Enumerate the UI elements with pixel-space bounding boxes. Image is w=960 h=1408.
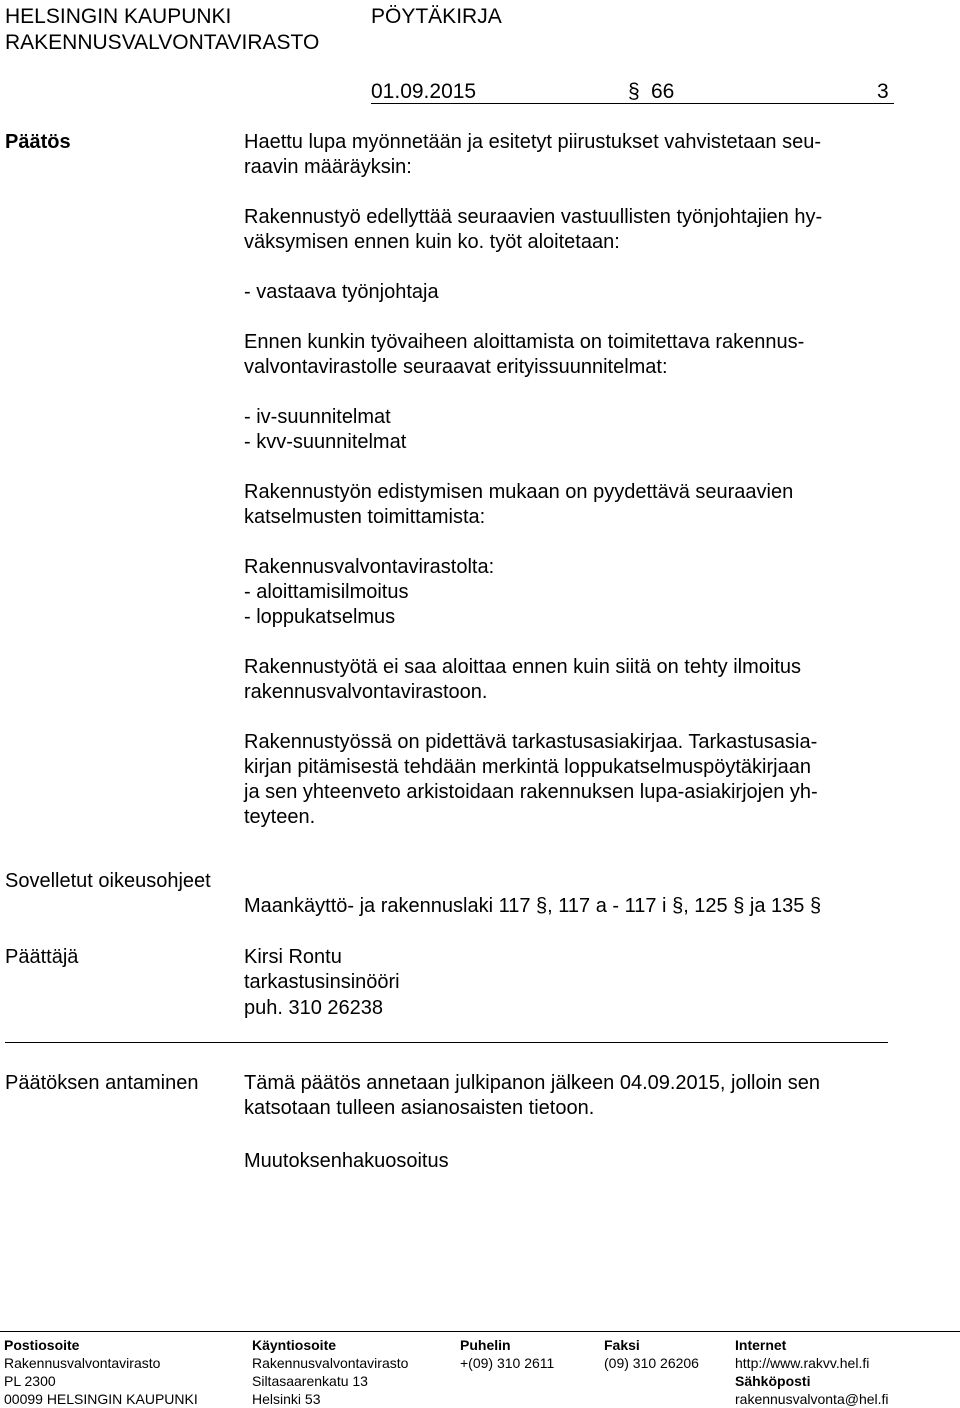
publication-line-1: Tämä päätös annetaan julkipanon jälkeen 04.09.2015, jolloin sen: [244, 1072, 820, 1094]
decision-line: Ennen kunkin työvaiheen aloittamista on toimitettava rakennus-: [244, 331, 805, 353]
footer-internet: [735, 1336, 889, 1408]
decision-line: katselmusten toimittamista:: [244, 506, 486, 528]
decision-line: [244, 455, 894, 480]
decision-line: - kvv-suunnitelmat: [244, 431, 407, 453]
footer-visiting-line: Rakennusvalvontavirasto: [252, 1355, 409, 1371]
footer-fax: [604, 1336, 699, 1372]
footer-postal-line: Rakennusvalvontavirasto: [4, 1355, 161, 1371]
footer-divider: [0, 1331, 960, 1332]
meeting-date: 01.09.2015: [371, 80, 477, 103]
footer-visiting-line: Helsinki 53: [252, 1391, 321, 1407]
footer-visiting-heading: Käyntiosoite: [252, 1337, 337, 1353]
footer-postal-line: PL 2300: [4, 1373, 56, 1389]
decision-line: [244, 630, 894, 655]
section-sign-icon: §: [733, 895, 745, 917]
decision-line: Rakennustyö edellyttää seuraavien vastuullisten työnjohtajien hy-: [244, 206, 823, 228]
decision-line: [244, 305, 894, 330]
decision-line: [244, 180, 894, 205]
decision-line: valvontavirastolle seuraavat erityissuunnitelmat:: [244, 356, 668, 378]
footer-phone-heading: Puhelin: [460, 1337, 511, 1353]
org-name: HELSINGIN KAUPUNKI: [5, 5, 232, 28]
footer-fax-heading: Faksi: [604, 1337, 640, 1353]
footer-postal-line: 00099 HELSINGIN KAUPUNKI: [4, 1391, 198, 1407]
decision-label: Päätös: [5, 131, 71, 153]
decider-name: Kirsi Rontu: [244, 946, 342, 968]
decision-line: - iv-suunnitelmat: [244, 406, 391, 428]
header-underline: [371, 103, 894, 104]
section-sign-icon: §: [536, 895, 548, 917]
document-type: PÖYTÄKIRJA: [371, 5, 502, 28]
page-number: 3: [877, 80, 889, 103]
footer: [0, 1336, 960, 1407]
decision-line: väksymisen ennen kuin ko. työt aloitetaan:: [244, 231, 620, 253]
footer-fax-number: (09) 310 26206: [604, 1355, 699, 1371]
footer-internet-heading: Internet: [735, 1337, 787, 1353]
section-divider: [5, 1042, 888, 1043]
decision-line: [244, 705, 894, 730]
decision-line: Rakennustyötä ei saa aloittaa ennen kuin siitä on tehty ilmoitus: [244, 656, 802, 678]
publication-label: Päätöksen antaminen: [5, 1072, 199, 1094]
footer-phone-number: +(09) 310 2611: [460, 1355, 555, 1371]
decision-line: Rakennusvalvontavirastolta:: [244, 556, 495, 578]
department-name: RAKENNUSVALVONTAVIRASTO: [5, 31, 320, 54]
decision-line: Rakennustyössä on pidettävä tarkastusasiakirjaa. Tarkastusasia-: [244, 731, 818, 753]
decision-line: kirjan pitämisestä tehdään merkintä loppukatselmuspöytäkirjaan: [244, 756, 811, 778]
footer-phone: [460, 1336, 554, 1372]
publication-line-2: katsotaan tulleen asianosaisten tietoon.: [244, 1097, 595, 1119]
footer-email-heading: Sähköposti: [735, 1373, 811, 1389]
footer-postal-heading: Postiosoite: [4, 1337, 80, 1353]
legal-part-4: ja 135: [744, 895, 805, 917]
section-sign-icon: §: [809, 895, 822, 917]
decision-line: Rakennustyön edistymisen mukaan on pyydettävä seuraavien: [244, 481, 794, 503]
decision-line: - loppukatselmus: [244, 606, 396, 628]
legal-part-2: , 117 a - 117 i: [547, 895, 667, 917]
legal-basis-text: [244, 894, 821, 919]
decision-line: raavin määräyksin:: [244, 156, 412, 178]
footer-postal: [4, 1336, 198, 1408]
decision-line: - aloittamisilmoitus: [244, 581, 409, 603]
decision-line: rakennusvalvontavirastoon.: [244, 681, 488, 703]
section-sign: §: [628, 80, 640, 103]
section-sign-icon: §: [672, 895, 684, 917]
decider-label: Päättäjä: [5, 946, 79, 968]
decider-title: tarkastusinsinööri: [244, 971, 400, 993]
decision-text: [244, 130, 894, 830]
appeal-instructions-heading: Muutoksenhakuosoitus: [244, 1150, 449, 1172]
footer-email-link[interactable]: rakennusvalvonta@hel.fi: [735, 1391, 889, 1407]
section-number: 66: [651, 80, 675, 103]
footer-visiting: [252, 1336, 408, 1408]
legal-part-1: Maankäyttö- ja rakennuslaki 117: [244, 895, 531, 917]
decision-line: [244, 380, 894, 405]
footer-visiting-line: Siltasaarenkatu 13: [252, 1373, 368, 1389]
decision-line: ja sen yhteenveto arkistoidaan rakennuksen lupa-asiakirjojen yh-: [244, 781, 818, 803]
footer-website-link[interactable]: http://www.rakvv.hel.fi: [735, 1355, 870, 1371]
decision-line: [244, 530, 894, 555]
decision-line: Haettu lupa myönnetään ja esitetyt piirustukset vahvistetaan seu-: [244, 131, 821, 153]
decider-phone: puh. 310 26238: [244, 997, 384, 1019]
legal-basis-label: Sovelletut oikeusohjeet: [5, 870, 211, 892]
decision-line: [244, 255, 894, 280]
decision-line: - vastaava työnjohtaja: [244, 281, 439, 303]
decision-line: teyteen.: [244, 806, 316, 828]
legal-part-3: , 125: [683, 895, 728, 917]
